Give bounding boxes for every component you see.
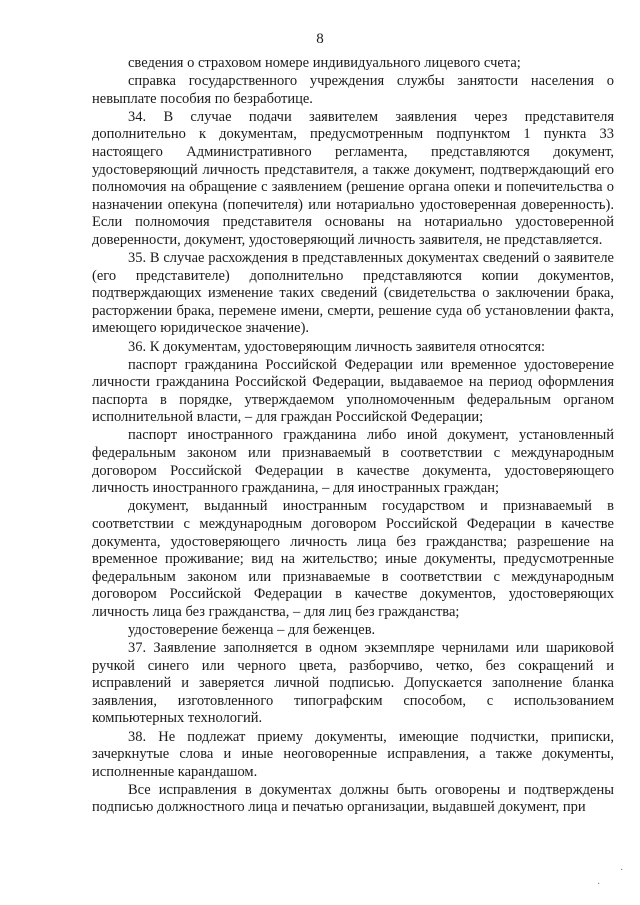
paragraph-insurance-number: сведения о страховом номере индивидуального лицевого счета; [128,55,521,71]
paragraph-corrections: Все исправления в документах должны быть оговорены и подтверждены подписью должностного лица и печатью организации, выдавшей документ, при [92,781,614,816]
scan-speck: · [597,879,601,890]
paragraph-37: 37. Заявление заполняется в одном экземпляре чернилами или шариковой ручкой синего или черного цвета, разборчиво, четко, без сокращений и исправлений и заверяется личной подписью. Допускается заполнение бланка заявления, изготовленного типографским способом, с использованием компьютерных технологий. [92,640,614,727]
paragraph-36: 36. К документам, удостоверяющим личность заявителя относятся: [128,338,546,355]
paragraph-34: 34. В случае подачи заявителем заявления через представителя дополнительно к документам, предусмотренным подпунктом 1 пункта 33 настоящего Административного регламента, представляются документ, удостоверяющий личность представителя, а также документ, подтверждающий его полномочия на обращение с заявлением (решение органа опеки и попечительства о назначении опекуна (попечителя) или нотариально удостоверенная доверенность). Если полномочия представителя основаны на нотариально удостоверенной доверенности, документ, удостоверяющий личность заявителя, не представляется. [92,108,614,248]
paragraph-35: 35. В случае расхождения в представленных документах сведений о заявителе (его представителе) дополнительно представляются копии документов, подтверждающих изменение таких сведений (свидетельства о заключении брака, расторжении брака, перемене имени, смерти, решение суда об установлении факта, имеющего юридическое значение). [92,250,614,337]
document-body [92,55,614,818]
list-item-refugee-certificate: удостоверение беженца – для беженцев. [128,622,376,638]
scan-speck: · [620,865,624,876]
list-item-foreign-passport: паспорт иностранного гражданина либо иной документ, установленный федеральным законом или признаваемый в соответствии с международным договором Российской Федерации в качестве документа, удостоверяющего личность иностранного гражданина, – для иностранных граждан; [92,427,614,497]
list-item-russian-passport: паспорт гражданина Российской Федерации или временное удостоверение личности гражданина Российской Федерации, выдаваемое на период оформления паспорта в порядке, утверждаемом уполномоченным федеральным органом исполнительной власти, – для граждан Российской Федерации; [92,356,614,426]
page-number: 8 [316,31,324,47]
list-item-stateless-document: документ, выданный иностранным государством и признаваемый в соответствии с международным договором Российской Федерации в качестве документа, удостоверяющего личность лица без гражданства; разрешение на временное проживание; вид на жительство; иные документы, предусмотренные федеральным законом или признаваемые в соответствии с международным договором Российской Федерации в качестве документов, удостоверяющих личность лица без гражданства, – для лиц без гражданства; [92,498,614,620]
paragraph-38: 38. Не подлежат приему документы, имеющие подчистки, приписки, зачеркнутые слова и иные неоговоренные исправления, а также документы, исполненные карандашом. [92,728,614,780]
paragraph-employment-certificate: справка государственного учреждения службы занятости населения о невыплате пособия по безработице. [92,73,614,107]
